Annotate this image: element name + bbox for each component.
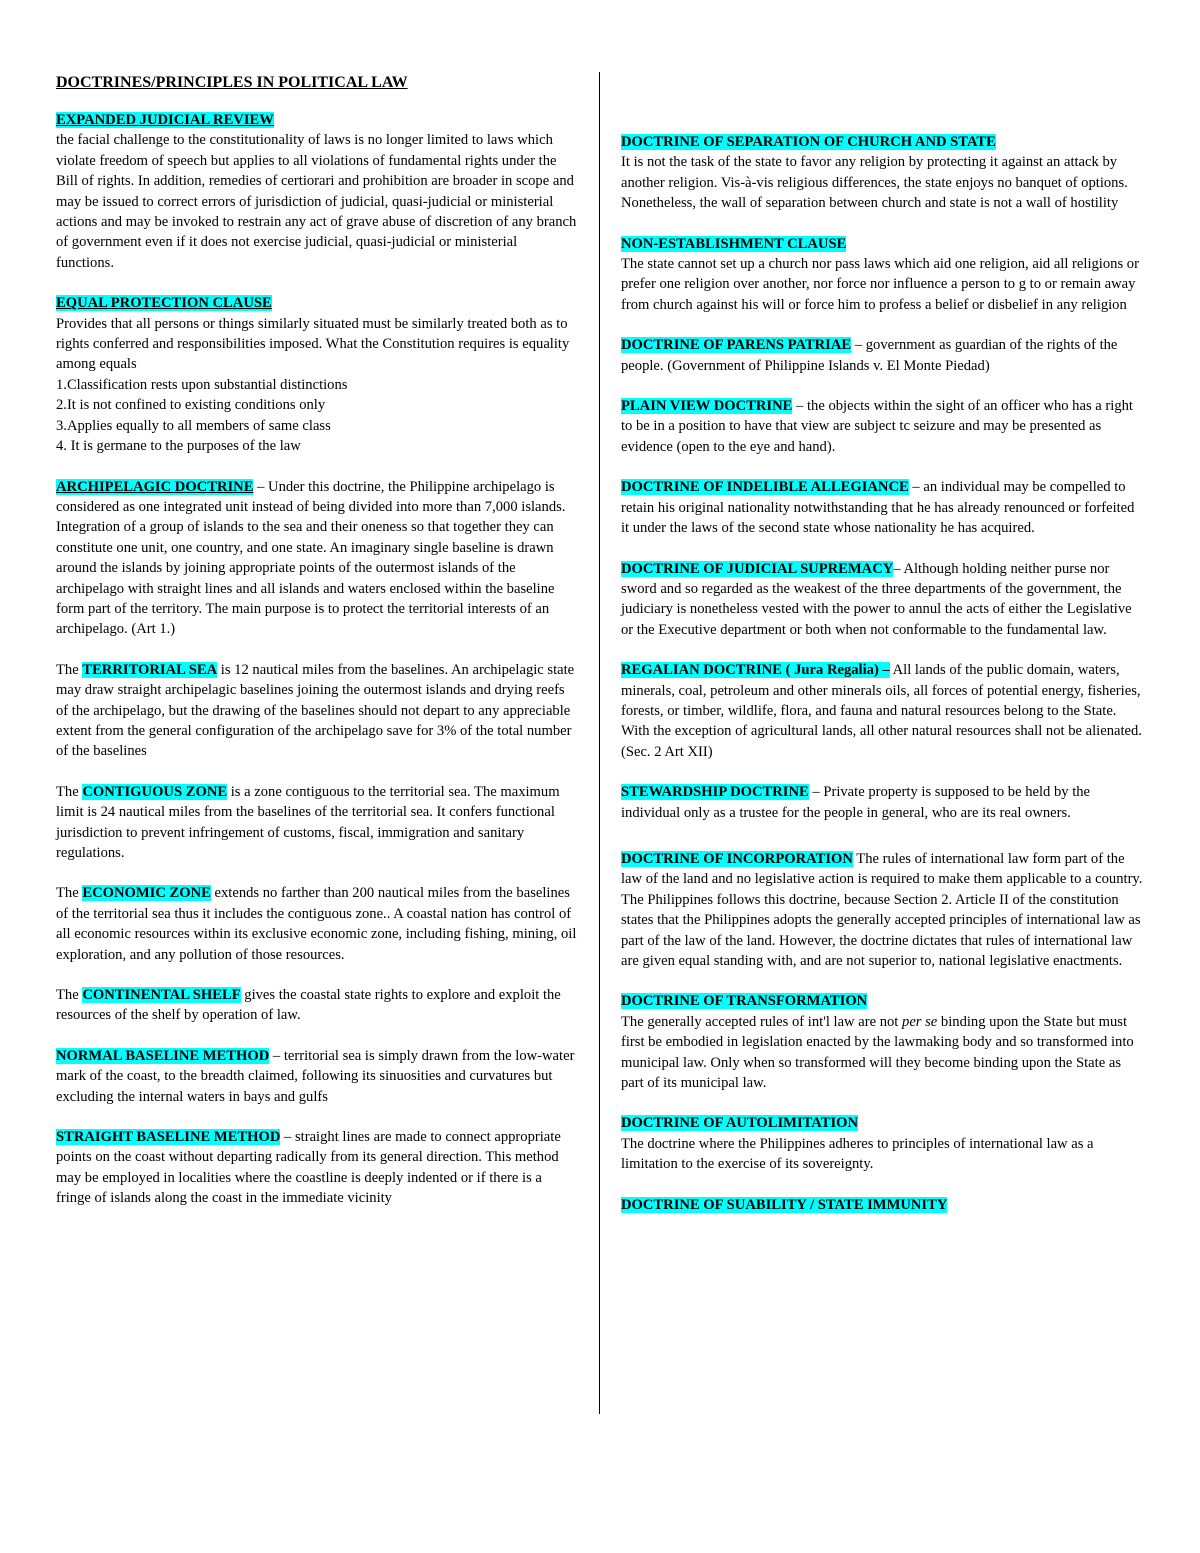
section-body: – Although holding neither purse nor sword and so regarded as the weakest of the three departments of the government, the judiciary is nonetheless vested with the power to annul the acts of either the Legislative or the Executive department or both when not conformable to the fundamental law. [621, 560, 1132, 638]
section-body: Provides that all persons or things similarly situated must be similarly treated both as to rights conferred and responsibilities imposed. What the Constitution requires is equality among equals [56, 315, 570, 373]
section-economic-zone [56, 883, 578, 965]
section-heading: ECONOMIC ZONE [82, 885, 211, 902]
section-body: is a zone contiguous to the territorial sea. The maximum limit is 24 nautical miles from the baselines of the territorial sea. It confers functional jurisdiction to prevent infringement of customs, fiscal, immigration and sanitary regulations. [56, 783, 560, 861]
section-heading: NON-ESTABLISHMENT CLAUSE [621, 235, 847, 252]
section-body: – an individual may be compelled to retain his original nationality notwithstanding that he has already renounced or forfeited it under the laws of the second state whose nationality he has acquired. [621, 479, 1135, 537]
section-heading: EXPANDED JUDICIAL REVIEW [56, 112, 274, 128]
section-heading: STRAIGHT BASELINE METHOD [56, 1129, 281, 1146]
section-body: The rules of international law form part of the law of the land and no legislative action is required to make them applicable to a country. The Philippines follows this doctrine, because Section 2. Article II of the constitution states that the Philippines adopts the generally accepted principles of international law as part of the law of the land. However, the doctrine dictates that rules of international law are given equal standing with, and are not superior to, national legislative enactments. [621, 850, 1143, 969]
section-plain-view-doctrine [621, 396, 1145, 457]
section-prefix: The [56, 661, 83, 678]
document-title: DOCTRINES/PRINCIPLES IN POLITICAL LAW [56, 74, 408, 91]
section-heading: TERRITORIAL SEA [82, 661, 218, 678]
section-heading: CONTINENTAL SHELF [82, 987, 241, 1004]
section-heading: CONTIGUOUS ZONE [82, 783, 228, 800]
section-body: extends no farther than 200 nautical miles from the baselines of the territorial sea thus it includes the contiguous zone.. A coastal nation has control of all economic resources within its exclusive economic zone, including fishing, mining, oil exploration, and any pollution of those resources. [56, 885, 577, 963]
section-heading: PLAIN VIEW DOCTRINE [621, 398, 793, 415]
section-body: – Under this doctrine, the Philippine archipelago is considered as one integrated unit instead of being divided into more than 7,000 islands. Integration of a group of islands to the sea and their oneness so that together they can constitute one unit, one country, and one state. An imaginary single baseline is drawn around the islands by joining appropriate points of the outermost islands of the archipelago with straight lines and all islands and waters enclosed within the baseline form part of the territory. The main purpose is to protect the territorial interests of an archipelago. (Art 1.) [56, 478, 566, 638]
section-heading: ARCHIPELAGIC DOCTRINE [56, 478, 254, 495]
section-judicial-supremacy [621, 559, 1145, 641]
section-non-establishment-clause [621, 234, 1145, 316]
section-heading: DOCTRINE OF INDELIBLE ALLEGIANCE [621, 479, 909, 496]
list-item: 2.It is not confined to existing conditions only [56, 397, 326, 414]
section-separation-church-state [621, 132, 1145, 214]
section-prefix: The [56, 987, 83, 1004]
section-body: – territorial sea is simply drawn from the low-water mark of the coast, to the breadth claimed, following its sinuosities and curvatures but excluding the internal waters in bays and gulfs [56, 1047, 575, 1105]
section-heading: REGALIAN DOCTRINE ( Jura Regalia) – [621, 662, 890, 679]
section-straight-baseline-method [56, 1127, 578, 1209]
section-heading: DOCTRINE OF JUDICIAL SUPREMACY [621, 560, 894, 577]
section-heading: DOCTRINE OF PARENS PATRIAE [621, 337, 852, 354]
section-doctrine-of-autolimitation [621, 1113, 1145, 1174]
section-body: It is not the task of the state to favor any religion by protecting it against an attack by another religion. Vis-à-vis religious differences, the state enjoys no banquet of options. Nonetheless, the wall of separation between church and state is not a wall of hostility [621, 154, 1128, 212]
section-heading: DOCTRINE OF AUTOLIMITATION [621, 1115, 859, 1132]
section-body: gives the coastal state rights to explore and exploit the resources of the shelf by operation of law. [56, 987, 561, 1024]
section-doctrine-of-transformation [621, 991, 1145, 1093]
section-heading: STEWARDSHIP DOCTRINE [621, 784, 809, 801]
list-item: 1.Classification rests upon substantial distinctions [56, 376, 348, 393]
right-column [621, 132, 1145, 1231]
list-item: 4. It is germane to the purposes of the law [56, 438, 301, 455]
section-normal-baseline-method [56, 1046, 578, 1107]
section-territorial-sea [56, 660, 578, 762]
section-regalian-doctrine [621, 660, 1145, 762]
section-heading: NORMAL BASELINE METHOD [56, 1047, 270, 1064]
section-stewardship-doctrine [621, 782, 1145, 823]
section-heading: EQUAL PROTECTION CLAUSE [56, 295, 272, 312]
section-body: – Private property is supposed to be held by the individual only as a trustee for the people in general, who are its real owners. [621, 784, 1091, 821]
section-body: – straight lines are made to connect appropriate points on the coast without departing radically from its general direction. This method may be employed in localities where the coastline is deeply indented or if there is a fringe of islands along the coast in the immediate vicinity [56, 1129, 561, 1207]
section-body: The state cannot set up a church nor pass laws which aid one religion, aid all religions or prefer one religion over another, nor force nor influence a person to g to or remain away from church against his will or force him to profess a belief or disbelief in any religion [621, 256, 1139, 313]
section-body: the facial challenge to the constitutionality of laws is no longer limited to laws which violate freedom of speech but applies to all violations of fundamental rights under the Bill of rights. In addition, remedies of certiorari and prohibition are broader in scope and may be issued to correct errors of jurisdiction of judicial, quasi-judicial or ministerial actions and may be invoked to restrain any act of grave abuse of discretion of any branch of government even if it does not exercise judicial, quasi-judicial or ministerial functions. [56, 132, 577, 271]
left-column [56, 72, 578, 1225]
section-body: The doctrine where the Philippines adheres to principles of international law as a limitation to the exercise of its sovereignty. [621, 1135, 1094, 1173]
section-body-emphasis: per se [902, 1013, 938, 1030]
section-equal-protection-clause [56, 293, 578, 456]
section-body: binding upon the State but must first be embodied in legislation enacted by the lawmaking body and so transformed into municipal law. Only when so transformed will they become binding upon the State as part of its municipal law. [621, 1013, 1134, 1092]
section-body: is 12 nautical miles from the baselines. An archipelagic state may draw straight archipelagic baselines joining the outermost islands and drying reefs of the archipelago, but the drawing of the baselines should not depart to any appreciable extent from the general configuration of the archipelago save for 3% of the total number of the baselines [56, 661, 575, 760]
section-body: – the objects within the sight of an officer who has a right to be in a position to have that view are subject tc seizure and may be presented as evidence (open to the eye and hand). [621, 398, 1133, 455]
section-continental-shelf [56, 985, 578, 1026]
section-parens-patriae [621, 335, 1145, 376]
section-contiguous-zone [56, 782, 578, 864]
section-heading: DOCTRINE OF SUABILITY / STATE IMMUNITY [621, 1196, 948, 1213]
section-prefix: The [56, 885, 83, 902]
section-body: The generally accepted rules of int'l law are not [621, 1013, 903, 1030]
column-divider [599, 72, 600, 1414]
list-item: 3.Applies equally to all members of same class [56, 417, 331, 434]
section-doctrine-of-incorporation [621, 849, 1145, 971]
section-body: All lands of the public domain, waters, minerals, coal, petroleum and other minerals oils, all forces of potential energy, fisheries, forests, or timber, wildlife, flora, and fauna and natural resources belong to the State. With the exception of agricultural lands, all other natural resources shall not be alienated. (Sec. 2 Art XII) [621, 662, 1142, 760]
section-body: – government as guardian of the rights of the people. (Government of Philippine Islands v. El Monte Piedad) [621, 337, 1118, 374]
section-suability-state-immunity [621, 1195, 1145, 1215]
section-heading: DOCTRINE OF TRANSFORMATION [621, 993, 868, 1010]
section-expanded-judicial-review [56, 110, 578, 273]
section-heading: DOCTRINE OF SEPARATION OF CHURCH AND STATE [621, 134, 996, 150]
section-archipelagic-doctrine [56, 477, 578, 640]
section-heading: DOCTRINE OF INCORPORATION [621, 850, 853, 867]
section-indelible-allegiance [621, 477, 1145, 538]
section-prefix: The [56, 783, 83, 800]
